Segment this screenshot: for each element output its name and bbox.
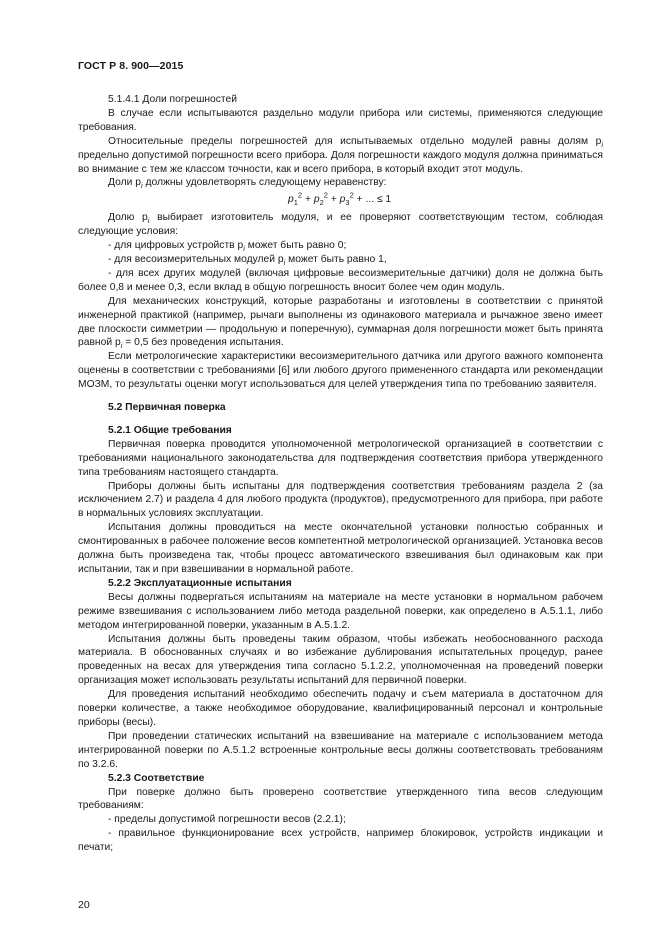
paragraph: Приборы должны быть испытаны для подтверждения соответствия требованиям раздела 2 (за исключением 2.7) и раздела 4 для любого продукта (продуктов), предусмотренного для прибора, при работе в нормальных условиях эксплуатации. [78, 480, 603, 520]
paragraph: Долю $p_i$ выбирает изготовитель модуля, и ее проверяют соответствующим тестом, соблюдая следующие условия: [78, 212, 603, 238]
paragraph: Испытания должны быть проведены таким образом, чтобы избежать необоснованного расхода материала. В обоснованных случаях и во избежание дублирования испытательных процедур, ранее проведенных на весах для утверждения типа согласно 5.1.2.2, уполномоченная на проведений поверки организация может использовать результаты испытаний для первичной поверки. [78, 633, 603, 687]
section-title-5-2-3: 5.2.3 Соответствие [108, 772, 205, 784]
paragraph: Для проведения испытаний необходимо обеспечить подачу и съем материала в достаточном для поверки количестве, а также необходимое оборудование, квалифицированный персонал и контрольные приборы (весы). [78, 689, 603, 728]
page-number: 20 [78, 899, 90, 911]
section-title-5-2-2: 5.2.2 Эксплуатационные испытания [108, 577, 292, 589]
paragraph: Испытания должны проводиться на месте окончательной установки полностью собранных и смонтированных в рабочее положение весов компетентной метрологической организацией. Установка весов должна быть произведена так, чтобы процесс автоматического взвешивания был одинаковым как при испытании, так и при взвешивании в нормальной работе. [78, 522, 603, 575]
section-title-5-1-4-1: 5.1.4.1 Доли погрешностей [108, 94, 237, 105]
paragraph: Доли $p_i$ должны удовлетворять следующему неравенству: [108, 177, 387, 191]
list-item: - правильное функционирование всех устройств, например блокировок, устройств индикации и печати; [78, 828, 603, 854]
document-body [78, 93, 603, 855]
paragraph: Для механических конструкций, которые разработаны и изготовлены в соответствии с принятой инженерной практикой (например, рычаги выполнены из одинакового материала и рычажное звено имеет две плоскости симметрии — продольную и поперечную), суммарная доля погрешности может быть принята равной $p_i = 0,5$ без проведения испытания. [78, 295, 603, 351]
paragraph: Первичная поверка проводится уполномоченной метрологической организацией в соответствии с требованиями национального законодательства для подтверждения соответствия прибора утвержденного типа требованиям настоящего стандарта. [78, 438, 603, 478]
paragraph: Относительные пределы погрешностей для испытываемых отдельно модулей равны долям $p_i$ предельно допустимой погрешности всего прибора. Доля погрешности каждого модуля должна приниматься во внимание с тем же классом точности, как и всего прибора, в который входит этот модуль. [78, 135, 603, 175]
paragraph: При проведении статических испытаний на взвешивание на материале с использованием метода интегрированной поверки по А.5.1.2 встроенные контрольные весы должны соответствовать требованиям по 3.2.6. [78, 730, 603, 770]
inequality-formula: $p_1^2 + p_2^2 + p_3^2$ + ... ≤ 1 [288, 190, 392, 208]
document-header: ГОСТ Р 8. 900—2015 [78, 60, 184, 72]
list-item: - пределы допустимой погрешности весов (2.2.1); [108, 814, 346, 826]
list-item: - для весоизмерительных модулей $p_i$ может быть равно 1, [108, 253, 387, 268]
section-title-5-2-1: 5.2.1 Общие требования [108, 424, 232, 436]
paragraph: Если метрологические характеристики весоизмерительного датчика или другого важного компонента оценены в соответствии с требованиями [6] или любого другого примененного стандарта или рекомендации МОЗМ, то результаты оценки могут использоваться для целей утверждения типа по требованию заявителя. [78, 351, 603, 391]
section-title-5-2: 5.2 Первичная поверка [108, 402, 226, 414]
paragraph: При поверке должно быть проверено соответствие утвержденного типа весов следующим требованиям: [78, 786, 603, 812]
paragraph: В случае если испытываются раздельно модули прибора или системы, применяются следующие требования. [78, 107, 603, 133]
list-item: - для цифровых устройств $p_i$ может быть равно 0; [108, 240, 347, 254]
paragraph: Весы должны подвергаться испытаниям на материале на месте установки в нормальном рабочем режиме взвешивания с использованием либо метода раздельной поверки, как определено в А.5.1.1, либо методом интегрированной поверки, указанным в А.5.1.2. [78, 591, 603, 631]
list-item: - для всех других модулей (включая цифровые весоизмерительные датчики) доля не должна быть более 0,8 и менее 0,3, если вклад в общую погрешность вносит более чем один модуль. [78, 267, 603, 293]
